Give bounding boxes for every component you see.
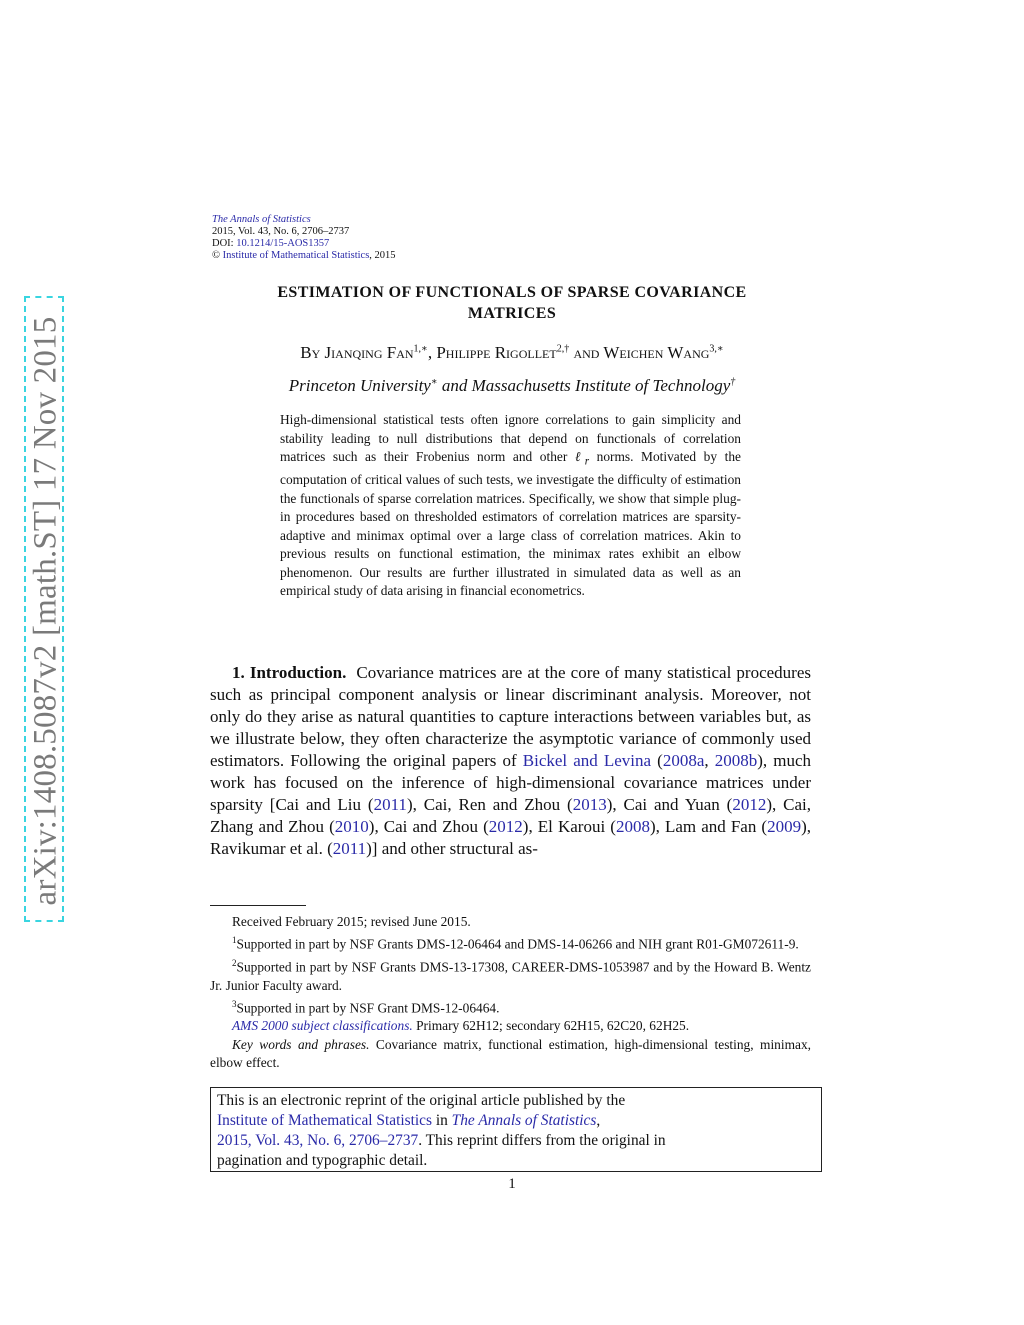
author-rigollet-sup: 2,†: [556, 343, 570, 355]
footnote-1-text: Supported in part by NSF Grants DMS-12-06464 and DMS-14-06266 and NIH grant R01-GM072611-9.: [236, 936, 799, 952]
intro-text: ), Ravikumar et al. (: [210, 817, 812, 858]
intro-text: ), Cai and Yuan (: [606, 795, 733, 814]
received-note: Received February 2015; revised June 2015.: [232, 914, 471, 929]
page-number: 1: [508, 1176, 516, 1192]
ell-subscript: r: [584, 455, 590, 468]
copyright-symbol: ©: [212, 250, 220, 261]
ams-classification-link[interactable]: AMS 2000 subject classifications.: [232, 1018, 413, 1034]
intro-text: ), Lam and Fan (: [649, 817, 768, 836]
abstract: [280, 411, 741, 601]
section-heading: 1. Introduction.: [232, 663, 347, 682]
title-line-2: MATRICES: [467, 305, 557, 322]
author-wang-sup: 3,∗: [709, 343, 724, 355]
keywords: [210, 1036, 811, 1072]
citation-link[interactable]: 2009: [767, 817, 802, 836]
affiliation-and: and: [437, 376, 472, 395]
reprint-line-2: [217, 1111, 815, 1131]
author-separator: ,: [427, 343, 437, 362]
abstract-text-2: norms. Motivated by the computation of critical values of such tests, we investigate the difficulty of estimation the functionals of sparse correlation matrices. Specifically, we show that simple plug-in procedures based on thresholded estimators of correlation matrices are sparsity-adaptive and minimax optimal over a large class of correlation matrices. Akin to previous results on functional estimation, the minimax rates exhibit an elbow phenomenon. Our results are further illustrated in simulated data as well as an empirical study of data arising in financial econometrics.: [280, 449, 741, 599]
citation-link[interactable]: 2008: [615, 817, 650, 836]
abstract-text-1: High-dimensional statistical tests often ignore correlations to gain simplicity and stability leading to null distributions that depend on functionals of correlation matrices such as their Frobenius norm and other: [280, 412, 741, 464]
affiliation-mit: Massachusetts Institute of Technology: [471, 376, 731, 395]
reprint-journal-link[interactable]: The Annals of Statistics: [451, 1112, 597, 1129]
citation-link[interactable]: 2012: [488, 817, 523, 836]
intro-text: (: [651, 751, 663, 770]
affiliation-princeton-sup: ∗: [430, 376, 438, 388]
reprint-publisher-link[interactable]: Institute of Mathematical Statistics: [217, 1112, 432, 1129]
intro-text: ), Cai, Ren and Zhou (: [406, 795, 573, 814]
arxiv-side-stamp: [24, 296, 64, 922]
citation-link[interactable]: 2010: [334, 817, 369, 836]
intro-text: ,: [704, 751, 715, 770]
citation-link[interactable]: Bickel and Levina: [522, 751, 652, 770]
reprint-line-4: pagination and typographic detail.: [217, 1152, 428, 1169]
introduction-section: [210, 662, 811, 860]
doi-label: DOI:: [212, 238, 237, 249]
intro-text: ), Cai and Zhou (: [368, 817, 489, 836]
journal-header: [212, 214, 396, 262]
footnote-2-text: Supported in part by NSF Grants DMS-13-17308, CAREER-DMS-1053987 and by the Howard B. Wentz Jr. Junior Faculty award.: [210, 959, 811, 993]
citation-link[interactable]: 2012: [732, 795, 767, 814]
footnote-2-mark: 2: [232, 957, 237, 968]
copyright-line: [212, 250, 396, 262]
ell-symbol: ℓ: [574, 449, 585, 464]
footnote-1: [210, 931, 811, 954]
intro-text: ), much work has focused on the inference of high-dimensional covariance matrices under sparsity [Cai and Liu (: [210, 751, 812, 814]
affiliation-mit-sup: †: [730, 376, 736, 388]
author-fan-sup: 1,∗: [413, 343, 428, 355]
reprint-line-1: This is an electronic reprint of the original article published by the: [217, 1092, 626, 1109]
footnotes: [210, 913, 811, 1072]
citation-link[interactable]: 2011: [373, 795, 407, 814]
keywords-text: Covariance matrix, functional estimation, high-dimensional testing, minimax, elbow effect.: [210, 1036, 811, 1070]
doi-line: [212, 238, 396, 250]
paper-title: [212, 282, 812, 324]
arxiv-identifier: arXiv:1408.5087v2 [math.ST] 17 Nov 2015: [27, 316, 64, 906]
reprint-in: in: [432, 1112, 452, 1129]
author-rigollet: Philippe Rigollet: [436, 343, 557, 362]
citation-link[interactable]: 2011: [332, 839, 367, 858]
copyright-year: , 2015: [369, 250, 396, 261]
by-label: By: [300, 343, 325, 362]
citation-link[interactable]: 2008a: [662, 751, 705, 770]
author-fan: Jianqing Fan: [324, 343, 414, 362]
footnote-3: [210, 995, 811, 1018]
intro-text: Covariance matrices are at the core of many statistical procedures such as principal component analysis or linear discriminant analysis. Moreover, not only do they arise as natural quantities to capture interactions between variables but, as we illustrate below, they often characterize the asymptotic variance of commonly used estimators. Following the original papers of: [210, 663, 811, 770]
author-and: and: [569, 343, 604, 362]
ams-classification: [210, 1017, 811, 1035]
footnote-3-text: Supported in part by NSF Grant DMS-12-06464.: [236, 1000, 500, 1016]
affiliations: [212, 376, 812, 396]
reprint-comma: ,: [596, 1112, 601, 1129]
author-list: [212, 343, 812, 363]
journal-name-link[interactable]: The Annals of Statistics: [212, 214, 311, 225]
title-line-1: ESTIMATION OF FUNCTIONALS OF SPARSE COVARIANCE: [277, 284, 747, 301]
citation-link[interactable]: 2008b: [714, 751, 758, 770]
reprint-notice-box: [210, 1087, 822, 1172]
footnote-1-mark: 1: [232, 935, 237, 946]
author-wang: Weichen Wang: [603, 343, 710, 362]
footnote-rule: [210, 905, 306, 906]
reprint-line-3: [217, 1131, 815, 1151]
citation-link[interactable]: 2013: [572, 795, 607, 814]
intro-text: )] and other structural as-: [366, 839, 538, 858]
keywords-label: Key words and phrases.: [232, 1036, 370, 1052]
publisher-link[interactable]: Institute of Mathematical Statistics: [222, 250, 370, 261]
doi-link[interactable]: 10.1214/15-AOS1357: [236, 238, 330, 249]
footnote-3-mark: 3: [232, 998, 237, 1009]
journal-volume-line: 2015, Vol. 43, No. 6, 2706–2737: [212, 226, 350, 237]
intro-text: ), El Karoui (: [522, 817, 616, 836]
intro-text: ), Cai, Zhang and Zhou (: [210, 795, 811, 836]
affiliation-princeton: Princeton University: [288, 376, 431, 395]
ams-classification-text: Primary 62H12; secondary 62H15, 62C20, 62H25.: [412, 1018, 690, 1034]
reprint-differs-text: . This reprint differs from the original in: [418, 1132, 666, 1149]
footnote-2: [210, 954, 811, 995]
reprint-citation-link[interactable]: 2015, Vol. 43, No. 6, 2706–2737: [217, 1132, 419, 1149]
